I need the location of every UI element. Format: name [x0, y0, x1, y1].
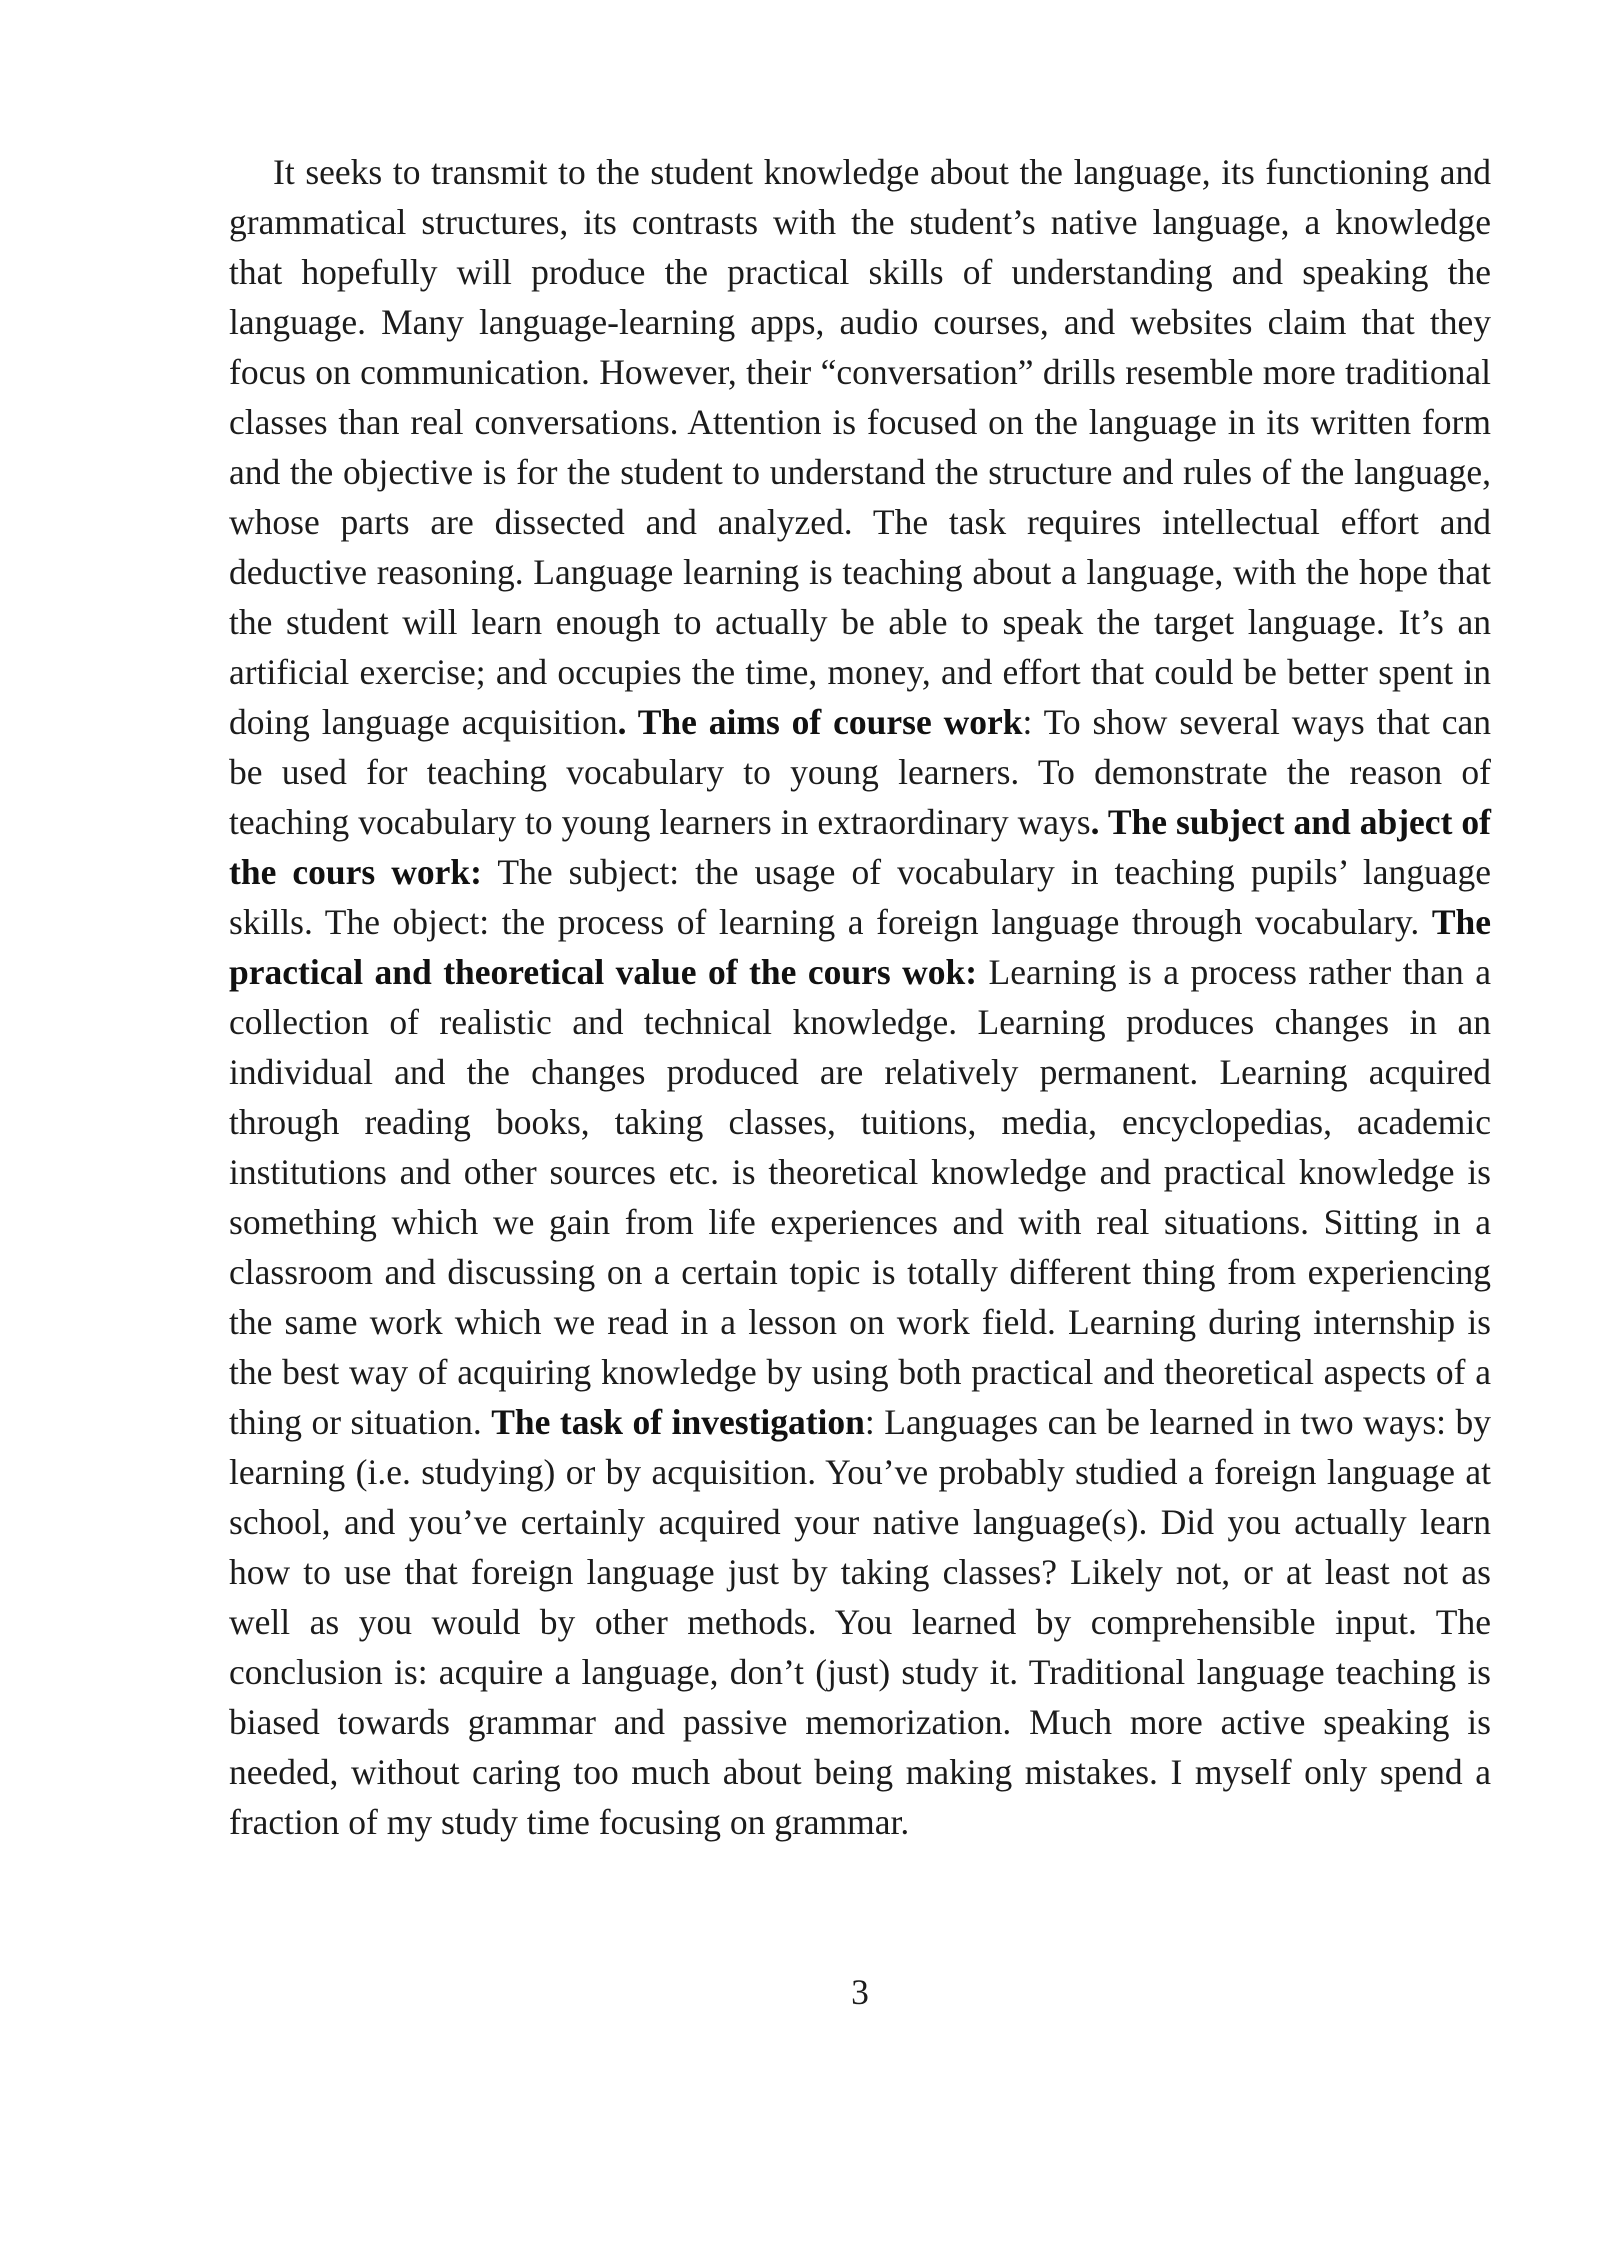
page-number: 3 — [851, 1972, 869, 2012]
paragraph-text-run: Learning is a process rather than a collection of realistic and technical knowledge. Learning produces changes in an individual and the changes produced are relatively permanent. Learning acquired through reading books, taking classes, tuitions, media, encyclopedias, academic institutions and other sources etc. is theoretical knowledge and practical knowledge is something which we gain from life experiences and with real situations. Sitting in a classroom and discussing on a certain topic is totally different thing from experiencing the same work which we read in a lesson on work field. Learning during internship is the best way of acquiring knowledge by using both practical and theoretical aspects of a thing or situation. — [229, 952, 1491, 1442]
paragraph-text-run: The subject: the usage of vocabulary in teaching pupils’ language skills. The object: the process of learning a foreign language through vocabulary. — [229, 852, 1491, 942]
paragraph-text-run: : Languages can be learned in two ways: by learning (i.e. studying) or by acquisition. You’ve probably studied a foreign language at school, and you’ve certainly acquired your native language(s). Did you actually learn how to use that foreign language just by taking classes? Likely not, or at least not as well as you would by other methods. You learned by comprehensible input. The conclusion is: acquire a language, don’t (just) study it. Traditional language teaching is biased towards grammar and passive memorization. Much more active speaking is needed, without caring too much about being making mistakes. I myself only spend a fraction of my study time focusing on grammar. — [229, 1402, 1492, 1842]
paragraph-text-run: : To show several ways that can be used for teaching vocabulary to young learners. To demonstrate the reason of teaching vocabulary to young learners in extraordinary ways — [229, 702, 1491, 842]
subject-object-heading: . The subject and abject of the cours work: — [229, 802, 1491, 892]
body-paragraph — [229, 147, 1491, 1847]
aims-heading: . The aims of course work — [617, 702, 1023, 742]
task-heading: The task of investigation — [491, 1402, 865, 1442]
practical-value-heading: The practical and theoretical value of the cours wok: — [229, 902, 1491, 992]
paragraph-text-run: It seeks to transmit to the student knowledge about the language, its functioning and grammatical structures, its contrasts with the student’s native language, a knowledge that hopefully will produce the practical skills of understanding and speaking the language. Many language-learning apps, audio courses, and websites claim that they focus on communication. However, their “conversation” drills resemble more traditional classes than real conversations. Attention is focused on the language in its written form and the objective is for the student to understand the structure and rules of the language, whose parts are dissected and analyzed. The task requires intellectual effort and deductive reasoning. Language learning is teaching about a language, with the hope that the student will learn enough to actually be able to speak the target language. It’s an artificial exercise; and occupies the time, money, and effort that could be better spent in doing language acquisition — [229, 152, 1491, 742]
